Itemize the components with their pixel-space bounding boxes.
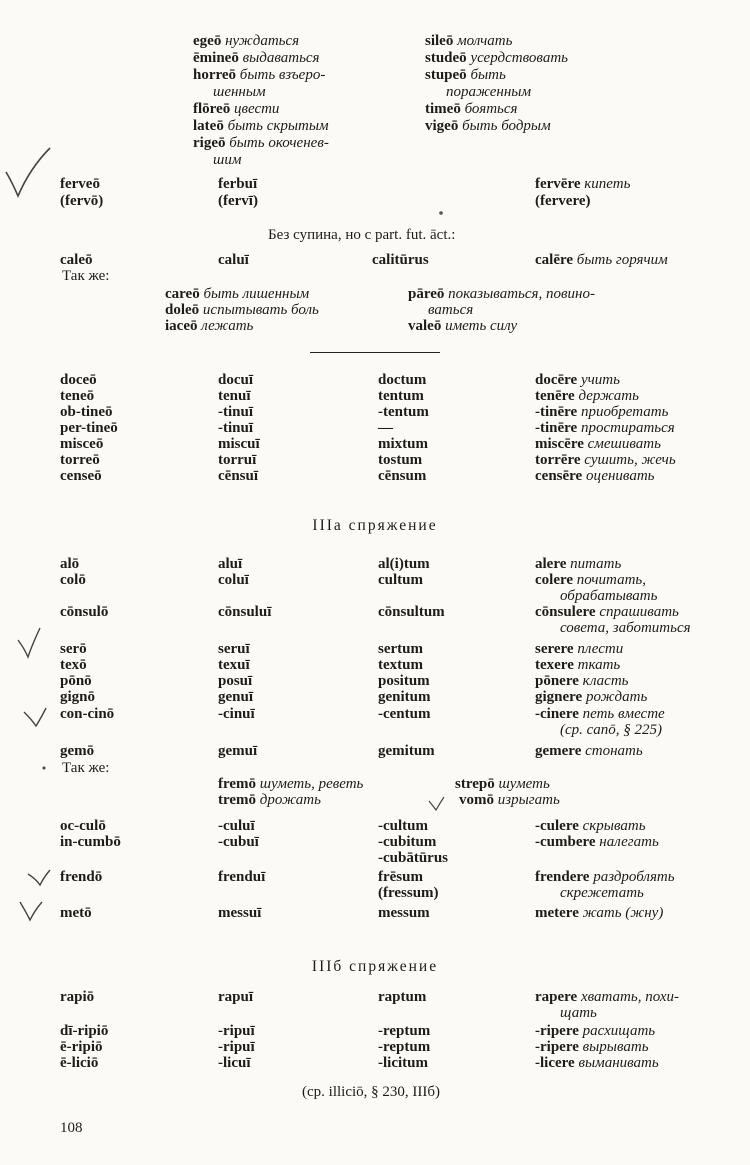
checkmark-icon bbox=[429, 797, 444, 810]
page-number: 108 bbox=[60, 1120, 83, 1136]
word-studeo: studeō усердствовать bbox=[425, 50, 568, 66]
word-lateo: lateō быть скрытым bbox=[193, 118, 329, 134]
word-vigeo: vigeō быть бодрым bbox=[425, 118, 551, 134]
also-strepo: strepō шуметь bbox=[455, 776, 550, 792]
ink-dot bbox=[43, 767, 46, 770]
conj3a-row: texō texuī textum texere ткать bbox=[60, 657, 621, 673]
word-sileo: sileō молчать bbox=[425, 33, 513, 49]
conj3a-row: serō seruī sertum serere плести bbox=[60, 641, 624, 657]
word-stupeo: stupeō быть bbox=[425, 67, 506, 83]
word-rigeo: rigeō быть окоченев- bbox=[193, 135, 329, 151]
conj3a-row: alō aluī al(i)tum alere питать bbox=[60, 556, 622, 572]
doceo-row: per-tineō -tinuī — -tinēre простираться bbox=[60, 420, 675, 436]
also-tremo: tremō дрожать bbox=[218, 792, 321, 808]
conj3a-row: colō coluī cultum colere почитать, bbox=[60, 572, 646, 588]
conj3b-row: rapiō rapuī raptum rapere хватать, похи- bbox=[60, 989, 680, 1005]
conj3b-row: dī-ripiō -ripuī -reptum -ripere расхищать bbox=[60, 1023, 656, 1039]
also-pareo-cont: ваться bbox=[428, 302, 474, 318]
word-timeo: timeō бояться bbox=[425, 101, 518, 117]
conj3a-translation-cont: (ср. canō, § 225) bbox=[560, 722, 663, 738]
also-careo: careō быть лишенным bbox=[165, 286, 310, 302]
row-fervo: (fervō) (fervī) (fervere) bbox=[60, 193, 591, 209]
also-doleo: doleō испытывать боль bbox=[165, 302, 319, 318]
row-ferveo: ferveō ferbuī fervēre кипеть bbox=[60, 176, 631, 192]
row-caleo: caleō caluī calitūrus calēre быть горячим bbox=[60, 252, 668, 268]
word-egeo: egeō нуждаться bbox=[193, 33, 300, 49]
conj3b-translation-cont: щать bbox=[560, 1005, 597, 1021]
footnote: (ср. illiciō, § 230, IIIб) bbox=[302, 1084, 441, 1100]
doceo-row: doceō docuī doctum docēre учить bbox=[60, 372, 620, 388]
checkmark-icon bbox=[20, 902, 42, 920]
word-floreo: flōreō цвести bbox=[193, 101, 280, 117]
conj3a-row: cōnsulō cōnsuluī cōnsultum cōnsulere спрашивать bbox=[60, 604, 679, 620]
tak-zhe-label-2: Так же: bbox=[62, 760, 110, 776]
conj3a-translation-cont: совета, заботиться bbox=[560, 620, 691, 636]
conj3b-row: ē-liciō -licuī -licitum -licere выманивать bbox=[60, 1055, 659, 1071]
also-fremo: fremō шуметь, реветь bbox=[218, 776, 364, 792]
section-3a-heading: IIIа спряжение bbox=[312, 517, 438, 534]
checkmark-icon bbox=[18, 628, 40, 657]
doceo-row: ob-tineō -tinuī -tentum -tinēre приобретать bbox=[60, 404, 669, 420]
word-horreo-cont: шенным bbox=[213, 84, 266, 100]
conj3a2-supine-cont: (fressum) bbox=[378, 885, 439, 901]
conj3a-row: pōnō posuī positum pōnere класть bbox=[60, 673, 629, 689]
conj3a-row: con-cinō -cinuī -centum -cinere петь вместе bbox=[60, 706, 665, 722]
no-supine-heading: Без супина, но с part. fut. āct.: bbox=[268, 227, 456, 243]
conj3a-row: gemō gemuī gemitum gemere стонать bbox=[60, 743, 643, 759]
conj3a-translation-cont: обрабатывать bbox=[560, 588, 658, 604]
conj3a2-row: oc-culō -culuī -cultum -culere скрывать bbox=[60, 818, 646, 834]
doceo-row: torreō torruī tostum torrēre сушить, жечь bbox=[60, 452, 676, 468]
ink-dot bbox=[439, 211, 443, 215]
conj3b-row: ē-ripiō -ripuī -reptum -ripere вырывать bbox=[60, 1039, 649, 1055]
also-iaceo: iaceō лежать bbox=[165, 318, 254, 334]
word-rigeo-cont: шим bbox=[213, 152, 242, 168]
section-3b-heading: IIIб спряжение bbox=[311, 958, 439, 975]
doceo-row: censeō cēnsuī cēnsum censēre оценивать bbox=[60, 468, 655, 484]
conj3a2-row: in-cumbō -cubuī -cubitum -cumbere налегать bbox=[60, 834, 659, 850]
checkmark-icon bbox=[6, 148, 50, 196]
checkmark-icon bbox=[24, 708, 46, 726]
conj3a2-supine-cont: -cubātūrus bbox=[378, 850, 449, 866]
conj3a2-translation-cont: скрежетать bbox=[560, 885, 644, 901]
conj3a2-row: metō messuī messum metere жать (жну) bbox=[60, 905, 664, 921]
also-pareo: pāreō показываться, повино- bbox=[408, 286, 595, 302]
word-horreo: horreō быть взъеро- bbox=[193, 67, 326, 83]
also-valeo: valeō иметь силу bbox=[408, 318, 518, 334]
conj3a2-row: frendō frenduī frēsum frendere раздроблять bbox=[60, 869, 675, 885]
conj3a-row: gignō genuī genitum gignere рождать bbox=[60, 689, 648, 705]
doceo-row: misceō miscuī mixtum miscēre смешивать bbox=[60, 436, 661, 452]
doceo-row: teneō tenuī tentum tenēre держать bbox=[60, 388, 639, 404]
checkmark-icon bbox=[28, 870, 50, 885]
word-emineo: ēmineō выдаваться bbox=[193, 50, 320, 66]
tak-zhe-label: Так же: bbox=[62, 268, 110, 284]
also-vomo: vomō изрыгать bbox=[459, 792, 560, 808]
word-stupeo-cont: пораженным bbox=[446, 84, 532, 100]
